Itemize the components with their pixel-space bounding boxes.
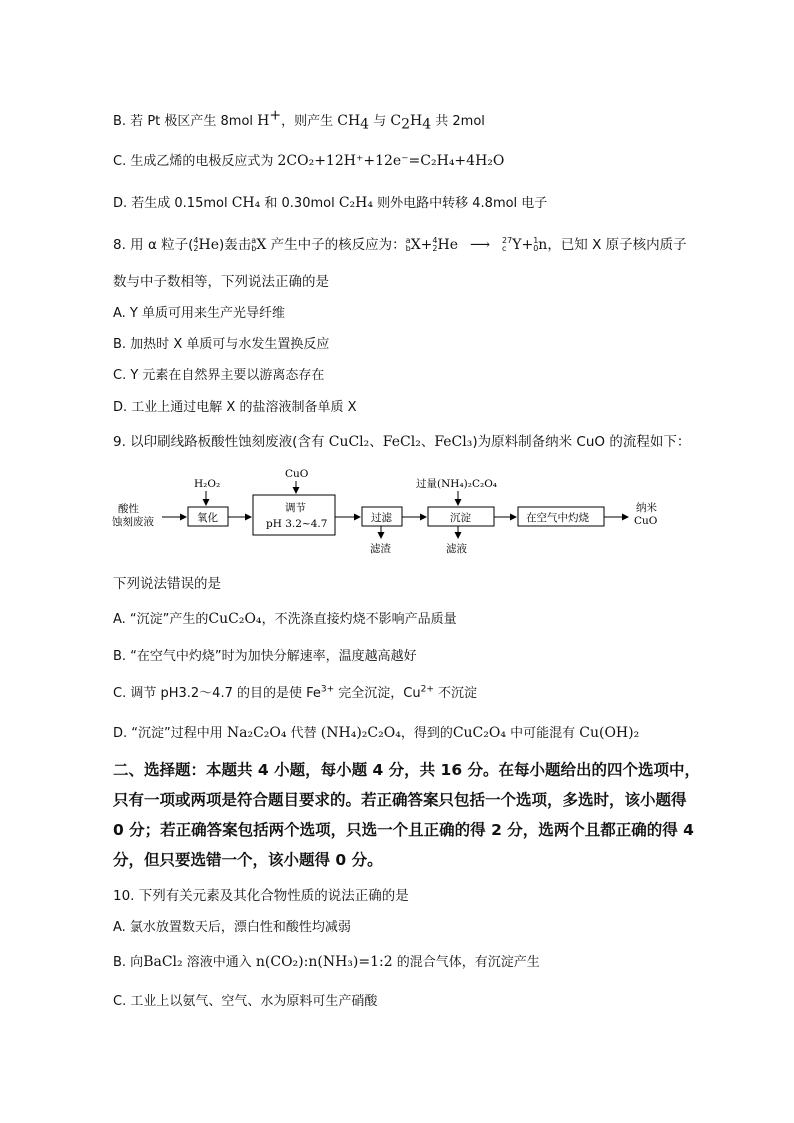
flow-filter-residue: 滤渣 (370, 543, 391, 555)
section2-line3: 0 分；若正确答案包括两个选项，只选一个且正确的得 2 分，选两个且都正确的得 4 (113, 821, 694, 839)
q8-option-c: C. Y 元素在自然界主要以游离态存在 (113, 368, 325, 383)
flow-input-line1: 酸性 (118, 503, 139, 515)
flow-filter-label: 过滤 (371, 512, 392, 524)
flow-cuo-label: CuO (285, 468, 309, 480)
q10-stem: 10. 下列有关元素及其化合物性质的说法正确的是 (113, 888, 409, 904)
q10-option-b: B. 向BaCl₂ 溶液中通入 n(CO₂):n(NH₃)=1:2 的混合气体，有沉淀产生 (113, 954, 540, 970)
q8-option-a: A. Y 单质可用来生产光导纤维 (113, 306, 286, 321)
q8-option-b: B. 加热时 X 单质可与水发生置换反应 (113, 337, 330, 352)
flow-h2o2-label: H₂O₂ (194, 478, 221, 490)
flow-output-line2: CuO (634, 515, 658, 527)
q9-stem: 9. 以印刷线路板酸性蚀刻废液(含有 CuCl₂、FeCl₂、FeCl₃)为原料制备纳米 CuO 的流程如下： (113, 434, 691, 450)
flow-precipitate-label: 沉淀 (450, 512, 471, 524)
section2-line2: 只有一项或两项是符合题目要求的。若正确答案只包括一个选项，多选时，该小题得 (113, 791, 687, 809)
flow-oxidize-label: 氧化 (197, 512, 218, 524)
q9-option-b: B. “在空气中灼烧”时为加快分解速率，温度越高越好 (113, 649, 417, 664)
section2-line4: 分，但只要选错一个，该小题得 0 分。 (113, 851, 383, 869)
flow-roast-label: 在空气中灼烧 (526, 512, 589, 524)
reaction-arrow: ⟶ (469, 237, 491, 253)
q8-option-d: D. 工业上通过电解 X 的盐溶液制备单质 X (113, 400, 357, 415)
q7-option-d: D. 若生成 0.15mol CH₄ 和 0.30mol C₂H₄ 则外电路中转移 4.8mol 电子 (113, 195, 548, 211)
q7-option-b: B. 若 Pt 极区产生 8mol H+，则产生 $CH_4$ 与 $C_2H_4$ 共 2mol (113, 107, 485, 133)
flow-filtrate: 滤液 (446, 543, 467, 555)
y-nuclide-indices: 27 c (502, 236, 513, 253)
q8-stem: 8. 用 α 粒子(4 2He)轰击a bX 产生中子的核反应为：a bX+4 2He ⟶ 27 c Y+1 0n，已知 X 原子核内质子 (113, 236, 687, 253)
section2-line1: 二、选择题：本题共 4 小题，每小题 4 分，共 16 分。在每小题给出的四个选项中， (113, 761, 701, 779)
q9-option-a: A. “沉淀”产生的CuC₂O₄，不洗涤直接灼烧不影响产品质量 (113, 611, 457, 627)
flow-adjust-line2: pH 3.2~4.7 (266, 518, 328, 530)
q8-stem-line2: 数与中子数相等，下列说法正确的是 (113, 274, 329, 290)
x-nuclide-indices: a b (251, 236, 257, 253)
q10-option-c: C. 工业上以氨气、空气、水为原料可生产硝酸 (113, 994, 378, 1009)
he-nuclide-indices: 4 2 (193, 236, 199, 253)
flow-adjust-line1: 调节 (285, 502, 306, 514)
q9-option-d: D. “沉淀”过程中用 Na₂C₂O₄ 代替 (NH₄)₂C₂O₄，得到的CuC₂O₄ 中可能混有 Cu(OH)₂ (113, 725, 640, 741)
process-flow-diagram (110, 465, 710, 565)
q9-option-c: C. 调节 pH3.2～4.7 的目的是使 $Fe^{3+}$ 完全沉淀，$Cu^{2+}$ 不沉淀 (113, 684, 478, 701)
flow-oxalate-label: 过量(NH₄)₂C₂O₄ (416, 478, 498, 490)
flow-output-line1: 纳米 (636, 502, 657, 514)
q7-option-c: C. 生成乙烯的电极反应式为 2CO₂+12H⁺+12e⁻=C₂H₄+4H₂O (113, 153, 505, 169)
q9-question: 下列说法错误的是 (113, 576, 221, 592)
n-nuclide-indices: 1 0 (533, 236, 539, 253)
q10-option-a: A. 氯水放置数天后，漂白性和酸性均减弱 (113, 920, 351, 935)
flow-input-line2: 蚀刻废液 (112, 516, 154, 528)
